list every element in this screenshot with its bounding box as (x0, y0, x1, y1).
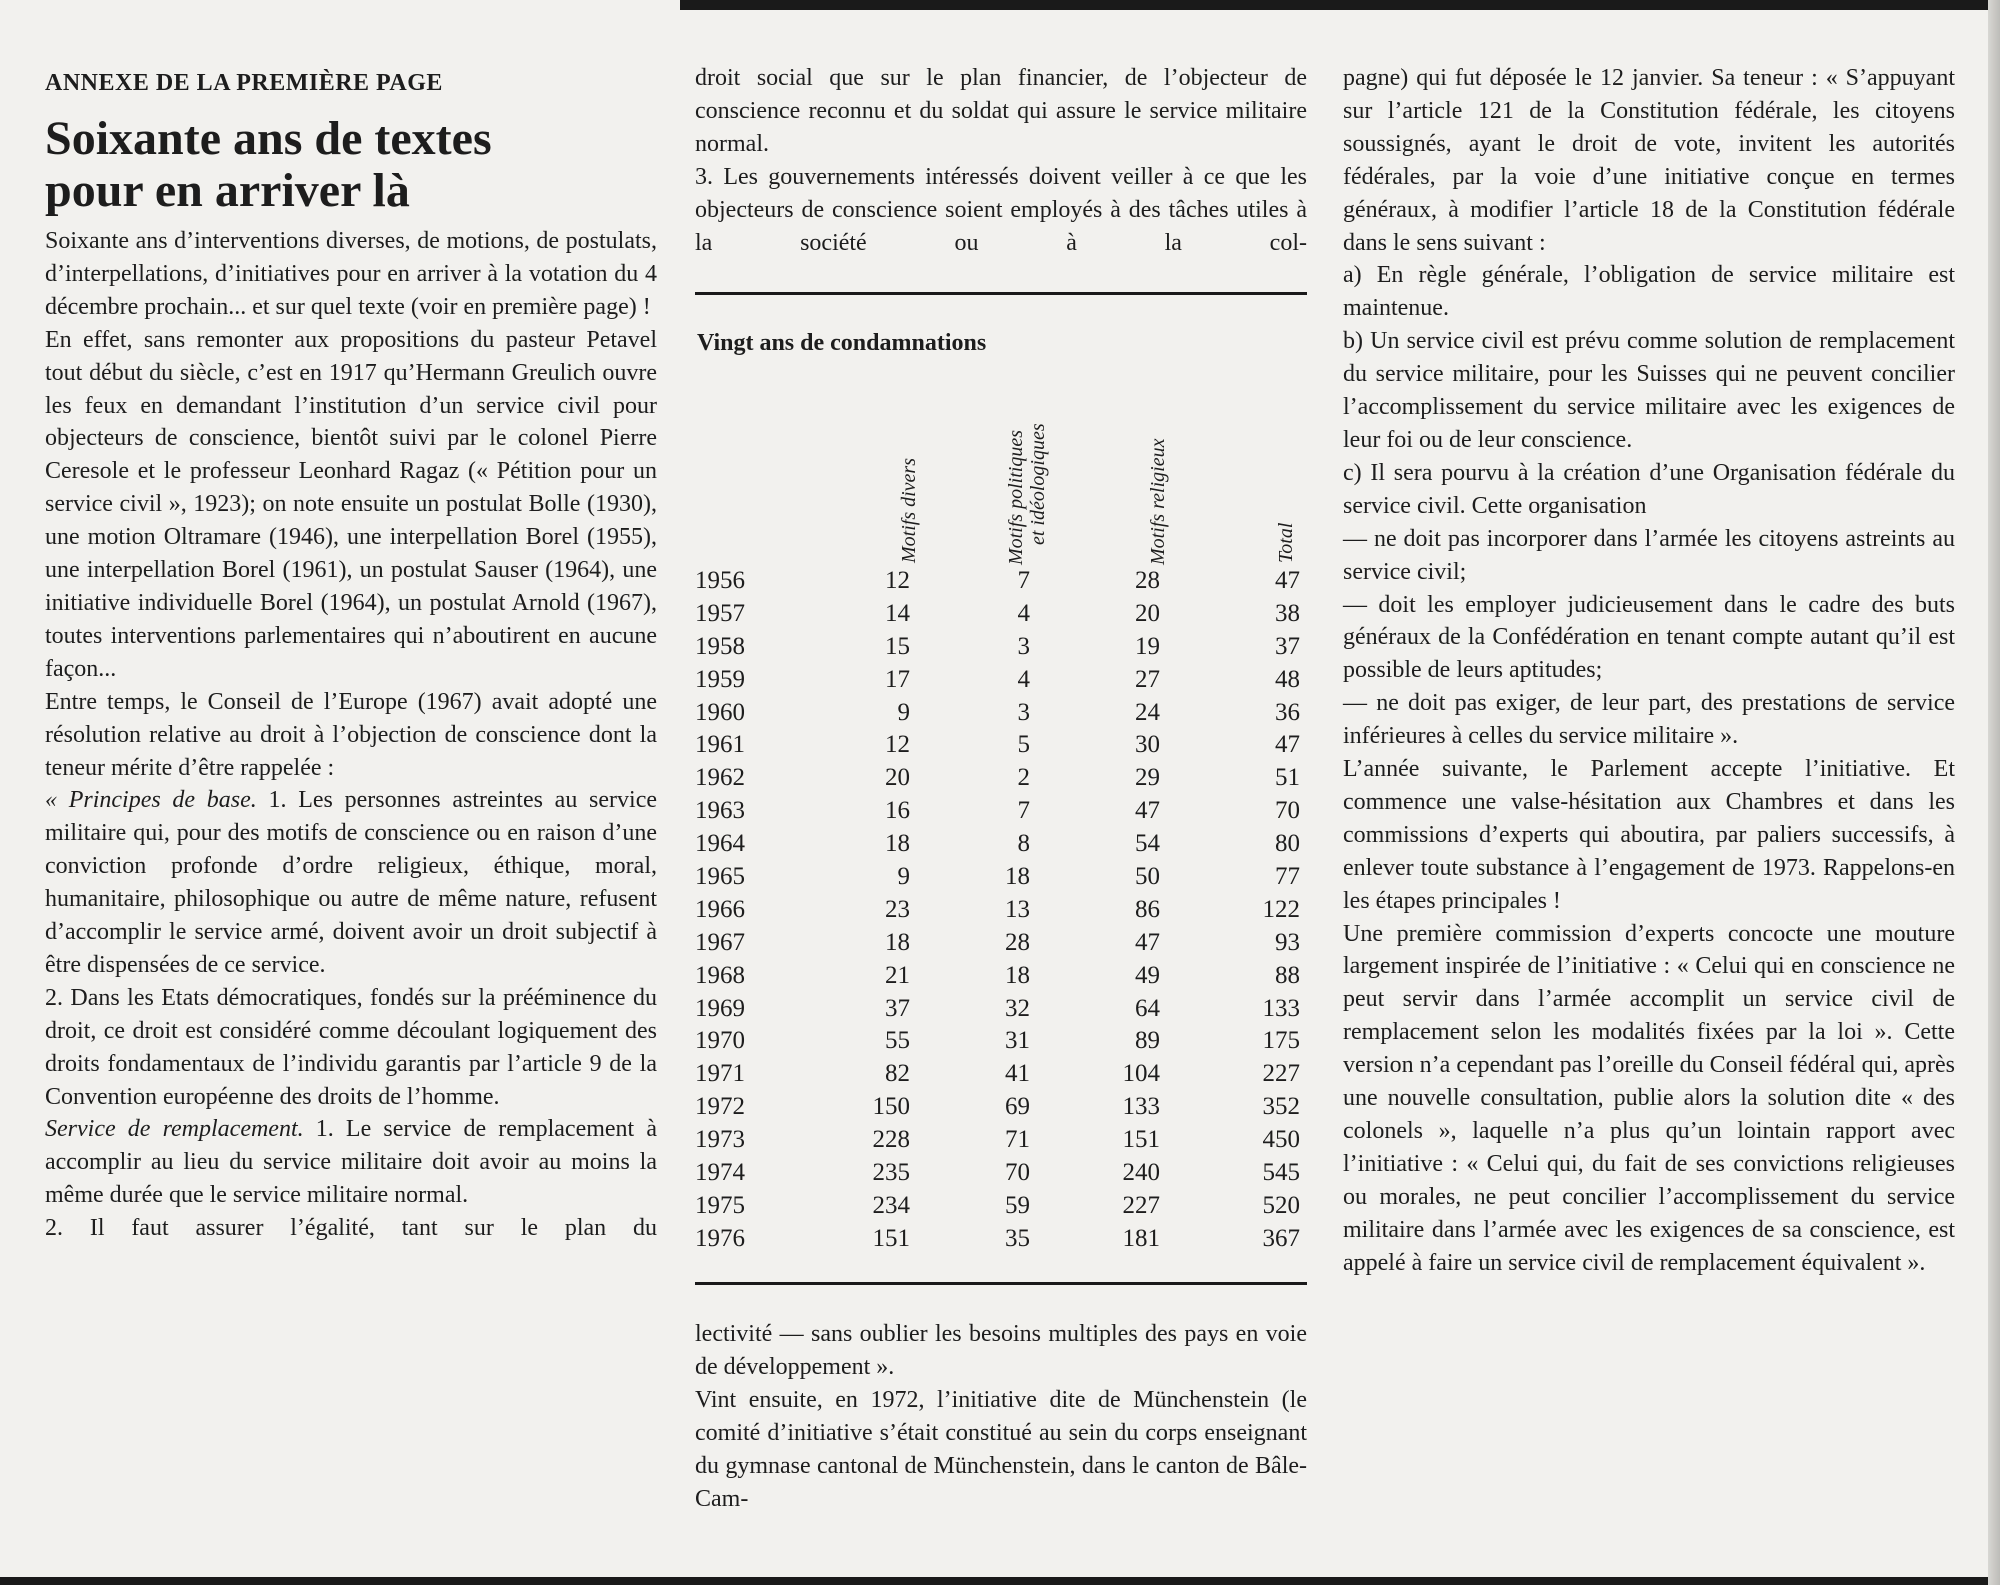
motifs-divers-cell: 23 (885, 895, 910, 923)
table-row (695, 631, 1307, 664)
paragraph: a) En règle générale, l’obligation de service militaire est maintenue. (1343, 262, 1955, 322)
motifs-religieux-cell: 104 (1122, 1060, 1160, 1088)
paragraph: — doit les employer judicieusement dans le cadre des buts généraux de la Confédération en tenant compte autant qu’il est possible de leurs aptitudes; (1343, 591, 1955, 684)
kicker: ANNEXE DE LA PREMIÈRE PAGE (45, 70, 443, 96)
motifs-divers-cell: 9 (897, 698, 910, 726)
table-row (695, 1058, 1307, 1091)
table-row (695, 565, 1307, 598)
motifs-divers-cell: 16 (885, 797, 910, 825)
table-row (695, 1091, 1307, 1124)
motifs-politiques-cell: 71 (1005, 1126, 1030, 1154)
table-row (695, 894, 1307, 927)
paragraph: c) Il sera pourvu à la création d’une Organisation fédérale du service civil. Cette organisation (1343, 459, 1955, 519)
motifs-religieux-cell: 64 (1135, 994, 1160, 1022)
motifs-religieux-cell: 19 (1135, 632, 1160, 660)
paragraph: Vint ensuite, en 1972, l’initiative dite de Münchenstein (le comité d’initiative s’était constitué au sein du corps enseignant du gymnase cantonal de Münchenstein, dans le canton de Bâle-Cam- (695, 1386, 1307, 1512)
motifs-religieux-cell: 30 (1135, 731, 1160, 759)
total-cell: 450 (1262, 1126, 1300, 1154)
motifs-politiques-cell: 41 (1005, 1060, 1030, 1088)
motifs-divers-cell: 151 (872, 1224, 910, 1252)
principes-heading: « Principes de base. (45, 787, 257, 814)
motifs-religieux-cell: 227 (1122, 1191, 1160, 1219)
motifs-politiques-cell: 31 (1005, 1027, 1030, 1055)
table-title: Vingt ans de condamnations (697, 330, 987, 356)
motifs-divers-cell: 18 (885, 928, 910, 956)
year-cell: 1963 (695, 797, 745, 825)
motifs-divers-cell: 37 (885, 994, 910, 1022)
motifs-politiques-cell: 35 (1005, 1224, 1030, 1252)
total-cell: 38 (1275, 599, 1300, 627)
motifs-divers-cell: 12 (885, 731, 910, 759)
total-cell: 47 (1275, 731, 1300, 759)
total-cell: 51 (1275, 764, 1300, 792)
year-cell: 1959 (695, 665, 745, 693)
motifs-religieux-cell: 133 (1122, 1093, 1160, 1121)
table-row (695, 927, 1307, 960)
table-row (695, 762, 1307, 795)
motifs-divers-cell: 21 (885, 961, 910, 989)
paragraph: Soixante ans d’interventions diverses, de motions, de postulats, d’interpellations, d’initiatives pour en arriver à la votation du 4 décembre prochain... et sur quel texte (voir en première page) ! (45, 228, 657, 320)
motifs-religieux-cell: 49 (1135, 961, 1160, 989)
article-column-1 (45, 62, 657, 1245)
headline (45, 113, 657, 217)
motifs-politiques-cell: 59 (1005, 1191, 1030, 1219)
motifs-divers-cell: 9 (897, 863, 910, 891)
motifs-politiques-cell: 8 (1017, 830, 1030, 858)
header-total: Total (1275, 522, 1297, 563)
motifs-divers-cell: 20 (885, 764, 910, 792)
motifs-politiques-cell: 32 (1005, 994, 1030, 1022)
year-cell: 1965 (695, 863, 745, 891)
headline-line-2: pour en arriver là (45, 164, 410, 217)
paragraph-principes (45, 784, 657, 981)
motifs-religieux-cell: 28 (1135, 567, 1160, 594)
motifs-religieux-cell: 89 (1135, 1027, 1160, 1055)
column-1-text (45, 225, 657, 1245)
motifs-religieux-cell: 20 (1135, 599, 1160, 627)
motifs-religieux-cell: 86 (1135, 895, 1160, 923)
year-cell: 1956 (695, 567, 745, 594)
motifs-religieux-cell: 47 (1135, 928, 1160, 956)
table-row (695, 1223, 1307, 1256)
motifs-divers-cell: 82 (885, 1060, 910, 1088)
year-cell: 1973 (695, 1126, 745, 1154)
motifs-divers-cell: 18 (885, 830, 910, 858)
total-cell: 227 (1262, 1060, 1300, 1088)
motifs-politiques-cell: 4 (1017, 665, 1030, 693)
paragraph: 2. Il faut assurer l’égalité, tant sur le plan du (45, 1215, 657, 1242)
table-row (695, 828, 1307, 861)
year-cell: 1970 (695, 1027, 745, 1055)
total-cell: 70 (1275, 797, 1300, 825)
table-row (695, 1025, 1307, 1058)
motifs-religieux-cell: 27 (1135, 665, 1160, 693)
motifs-divers-cell: 234 (872, 1191, 910, 1219)
table-body (695, 565, 1307, 1256)
total-cell: 93 (1275, 928, 1300, 956)
year-cell: 1969 (695, 994, 745, 1022)
motifs-politiques-cell: 70 (1005, 1159, 1030, 1187)
total-cell: 352 (1262, 1093, 1300, 1121)
motifs-divers-cell: 55 (885, 1027, 910, 1055)
motifs-divers-cell: 228 (872, 1126, 910, 1154)
motifs-religieux-cell: 50 (1135, 863, 1160, 891)
bottom-rule (0, 1577, 2000, 1585)
headline-line-1: Soixante ans de textes (45, 112, 492, 165)
table-row (695, 729, 1307, 762)
table-bottom-rule (695, 1282, 1307, 1285)
motifs-divers-cell: 17 (885, 665, 910, 693)
service-heading: Service de remplacement. (45, 1116, 304, 1143)
top-rule (680, 0, 2000, 10)
motifs-politiques-cell: 3 (1017, 632, 1030, 660)
paragraph: Entre temps, le Conseil de l’Europe (1967) avait adopté une résolution relative au droit à l’objection de conscience dont la teneur mérite d’être rappelée : (45, 688, 657, 781)
paragraph: En effet, sans remonter aux propositions du pasteur Petavel tout début du siècle, c’est en 1917 qu’Hermann Greulich ouvre les feux en demandant l’institution d’un service civil pour objecteurs de conscience, bientôt suivi par le colonel Pierre Ceresole et le professeur Leonhard Ragaz (« Pétition pour un service civil », 1923); on note ensuite un postulat Bolle (1930), une motion Oltramare (1946), une interpellation Borel (1955), une interpellation Borel (1961), un postulat Sauser (1964), une initiative individuelle Borel (1964), un postulat Arnold (1967), toutes interventions parlementaires qui n’aboutirent en aucune façon... (45, 326, 657, 682)
motifs-politiques-cell: 7 (1017, 567, 1030, 594)
year-cell: 1974 (695, 1159, 745, 1187)
table-row (695, 993, 1307, 1026)
motifs-politiques-cell: 69 (1005, 1093, 1030, 1121)
motifs-religieux-cell: 240 (1122, 1159, 1160, 1187)
year-cell: 1972 (695, 1093, 745, 1121)
motifs-politiques-cell: 18 (1005, 961, 1030, 989)
motifs-politiques-cell: 13 (1005, 895, 1030, 923)
total-cell: 367 (1262, 1224, 1300, 1252)
header-motifs-politiques: Motifs politiques (1005, 430, 1027, 565)
table-row (695, 697, 1307, 730)
motifs-religieux-cell: 47 (1135, 797, 1160, 825)
paragraph: — ne doit pas incorporer dans l’armée les citoyens astreints au service civil; (1343, 525, 1955, 585)
service-text: 1. Le service de remplacement à accomplir au lieu du service militaire doit avoir au moins la même durée que le service militaire normal. (45, 1116, 658, 1209)
total-cell: 520 (1262, 1191, 1300, 1219)
total-cell: 36 (1275, 698, 1300, 726)
year-cell: 1971 (695, 1060, 745, 1088)
motifs-divers-cell: 235 (872, 1159, 910, 1187)
motifs-religieux-cell: 54 (1135, 830, 1160, 858)
header-motifs-divers: Motifs divers (898, 458, 920, 563)
motifs-politiques-cell: 7 (1017, 797, 1030, 825)
year-cell: 1962 (695, 764, 745, 792)
header-motifs-religieux: Motifs religieux (1147, 438, 1169, 565)
paragraph: b) Un service civil est prévu comme solution de remplacement du service militaire, pour les Suisses qui ne peuvent concilier l’accomplissement du service militaire avec les exigences de leur foi ou de leur conscience. (1343, 328, 1955, 453)
paragraph: — ne doit pas exiger, de leur part, des prestations de service inférieures à celles du service militaire ». (1343, 690, 1955, 750)
paragraph: 3. Les gouvernements intéressés doivent veiller à ce que les objecteurs de conscience soient employés à des tâches utiles à la société ou à la col- (695, 163, 1307, 256)
year-cell: 1968 (695, 961, 745, 989)
principes-text: 1. Les personnes astreintes au service militaire qui, pour des motifs de conscience ou en raison d’une conviction profonde d’ordre religieux, éthique, moral, humanitaire, philosophique ou autre de même nature, refusent d’accomplir le service armé, doivent avoir un droit subjectif à être dispensées de ce service. (45, 787, 658, 978)
header-ideologiques: et idéologiques (1027, 423, 1049, 545)
motifs-divers-cell: 15 (885, 632, 910, 660)
motifs-divers-cell: 150 (872, 1093, 910, 1121)
total-cell: 88 (1275, 961, 1300, 989)
paragraph: droit social que sur le plan financier, de l’objecteur de conscience reconnu et du soldat qui assure le service militaire normal. (695, 65, 1307, 157)
total-cell: 47 (1275, 567, 1300, 594)
motifs-politiques-cell: 5 (1017, 731, 1030, 759)
page-edge (1988, 0, 2000, 1585)
total-cell: 37 (1275, 632, 1300, 660)
table-row (695, 1157, 1307, 1190)
total-cell: 175 (1262, 1027, 1300, 1055)
paragraph: L’année suivante, le Parlement accepte l’initiative. Et commence une valse-hésitation aux Chambres et dans les commissions d’experts qui aboutira, par paliers successifs, à enlever toute substance à l’engagement de 1973. Rappelons-en les étapes principales ! (1343, 756, 1955, 914)
motifs-politiques-cell: 18 (1005, 863, 1030, 891)
motifs-politiques-cell: 3 (1017, 698, 1030, 726)
year-cell: 1967 (695, 928, 745, 956)
article-column-2-top (695, 62, 1307, 259)
table-row (695, 960, 1307, 993)
motifs-politiques-cell: 28 (1005, 928, 1030, 956)
motifs-divers-cell: 14 (885, 599, 910, 627)
table-row (695, 795, 1307, 828)
year-cell: 1975 (695, 1191, 745, 1219)
total-cell: 122 (1262, 895, 1300, 923)
paragraph: pagne) qui fut déposée le 12 janvier. Sa teneur : « S’appuyant sur l’article 121 de la Constitution fédérale, les citoyens soussignés, ayant le droit de vote, invitent les autorités fédérales, par la voie d’une initiative conçue en termes généraux, à modifier l’article 18 de la Constitution fédérale dans le sens suivant : (1343, 65, 1955, 256)
motifs-religieux-cell: 151 (1122, 1126, 1160, 1154)
year-cell: 1966 (695, 895, 745, 923)
year-cell: 1958 (695, 632, 745, 660)
condamnations-table (695, 375, 1307, 1252)
table-row (695, 1124, 1307, 1157)
table-row (695, 664, 1307, 697)
motifs-divers-cell: 12 (885, 567, 910, 594)
year-cell: 1957 (695, 599, 745, 627)
table-top-rule (695, 292, 1307, 295)
motifs-religieux-cell: 24 (1135, 698, 1160, 726)
motifs-politiques-cell: 4 (1017, 599, 1030, 627)
motifs-politiques-cell: 2 (1017, 764, 1030, 792)
motifs-religieux-cell: 181 (1122, 1224, 1160, 1252)
total-cell: 80 (1275, 830, 1300, 858)
year-cell: 1964 (695, 830, 745, 858)
paragraph: Une première commission d’experts concocte une mouture largement inspirée de l’initiative : « Celui qui en conscience ne peut servir dans l’armée accomplit un service civil de remplacement selon les modalités fixées par la loi ». Cette version n’a cependant pas l’oreille du Conseil fédéral qui, après une nouvelle consultation, publie alors la solution dite « des colonels », laquelle n’a plus qu’un lointain rapport avec l’initiative : « Celui qui, du fait de ses convictions religieuses ou morales, ne peut concilier l’accomplissement du service militaire dans l’armée avec les exigences de sa conscience, est appelé à faire un service civil de remplacement équivalent ». (1343, 920, 1955, 1276)
table-row (695, 1190, 1307, 1223)
paragraph-service (45, 1113, 657, 1212)
table-row (695, 861, 1307, 894)
article-column-2-bottom (695, 1318, 1307, 1515)
total-cell: 133 (1262, 994, 1300, 1022)
paragraph: 2. Dans les Etats démocratiques, fondés sur la prééminence du droit, ce droit est considéré comme découlant logiquement des droits fondamentaux de l’individu garantis par l’article 9 de la Convention européenne des droits de l’homme. (45, 984, 657, 1110)
motifs-religieux-cell: 29 (1135, 764, 1160, 792)
year-cell: 1961 (695, 731, 745, 759)
table-row (695, 598, 1307, 631)
total-cell: 48 (1275, 665, 1300, 693)
year-cell: 1976 (695, 1224, 745, 1252)
article-column-3 (1343, 62, 1955, 1280)
total-cell: 545 (1262, 1159, 1300, 1187)
paragraph: lectivité — sans oublier les besoins multiples des pays en voie de développement ». (695, 1321, 1307, 1380)
year-cell: 1960 (695, 698, 745, 726)
total-cell: 77 (1275, 863, 1300, 891)
